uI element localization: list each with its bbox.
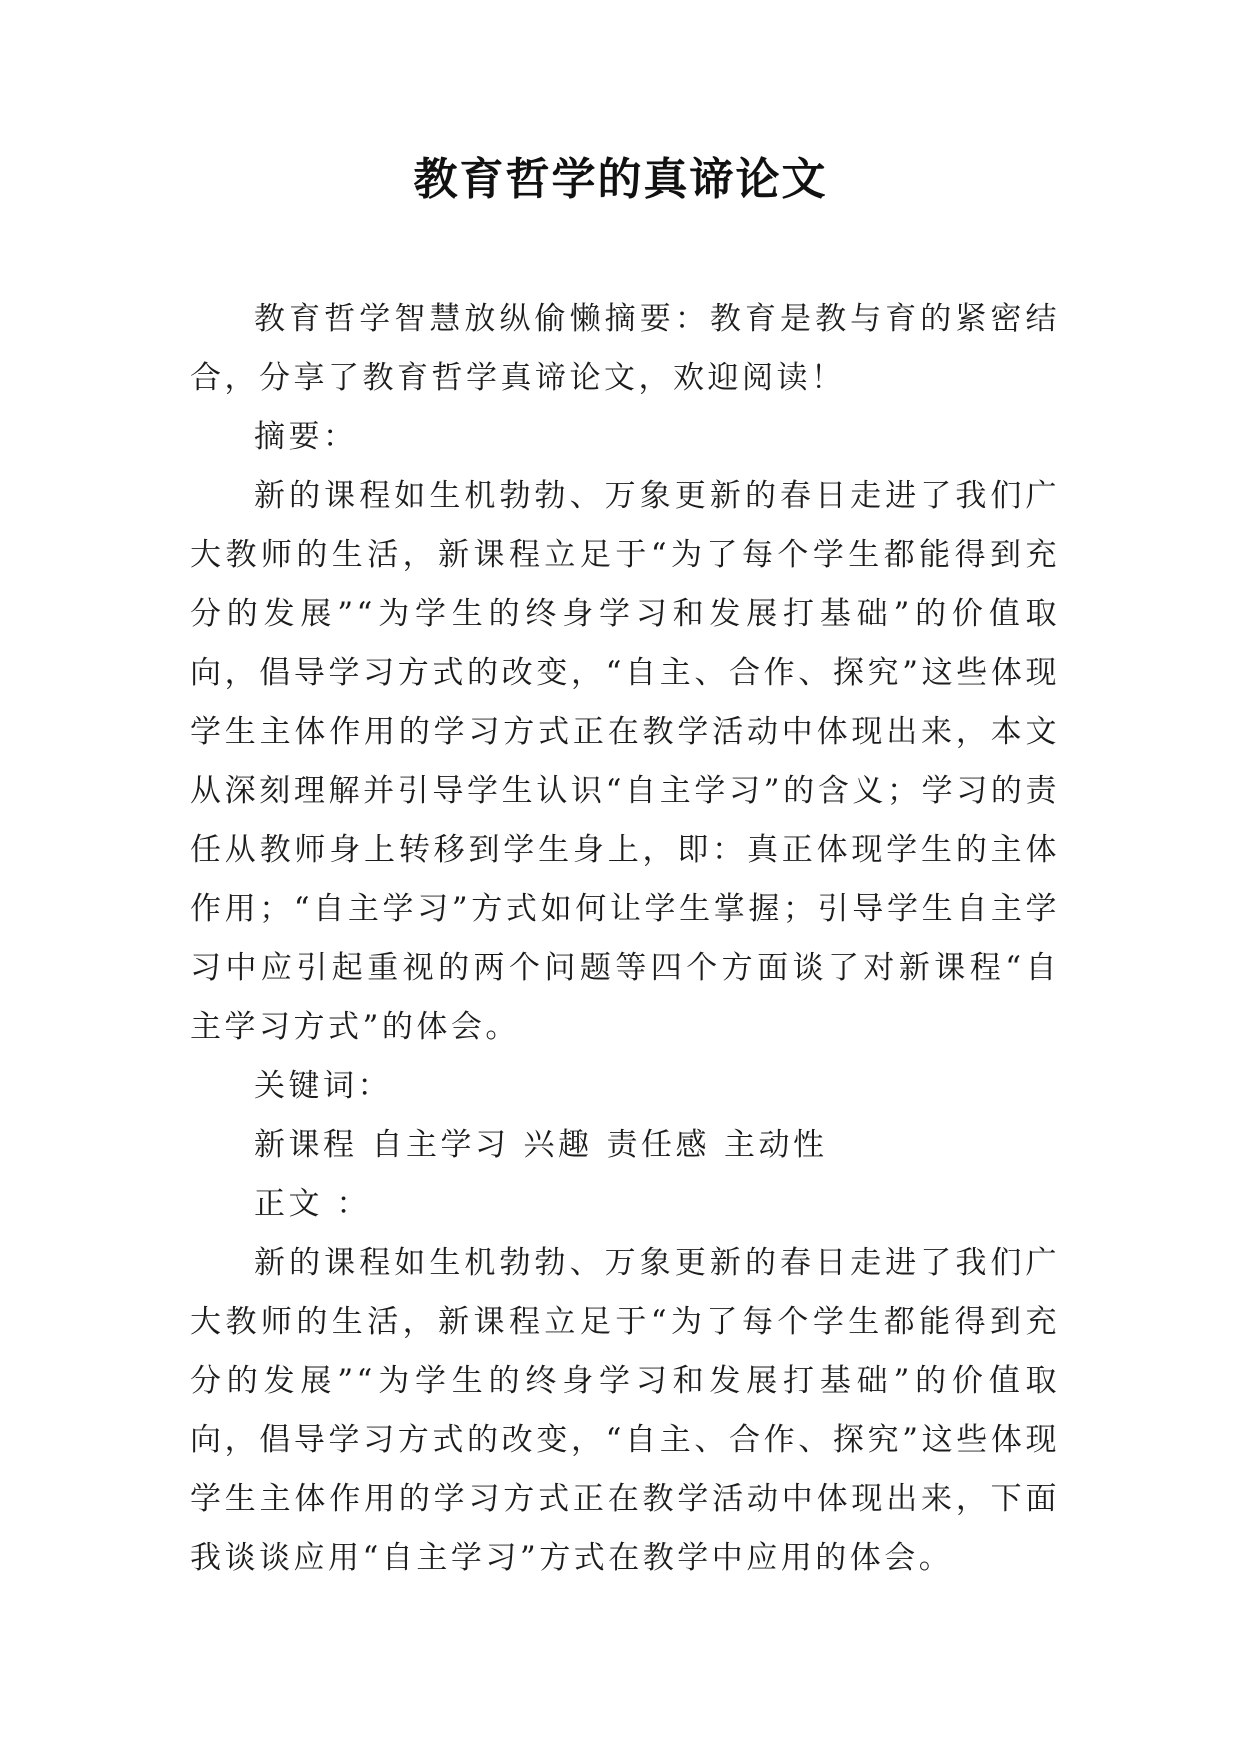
keyword-item: 自主学习 [371,1127,510,1163]
intro-paragraph: 教育哲学智慧放纵偷懒摘要：教育是教与育的紧密结合，分享了教育哲学真谛论文，欢迎阅读！ [190,301,1060,396]
keywords-list [190,1116,1060,1175]
document-body [190,290,1060,1588]
body-label: 正文 ： [254,1186,371,1222]
keyword-item: 兴趣 [523,1127,593,1163]
abstract-paragraph: 新的课程如生机勃勃、万象更新的春日走进了我们广大教师的生活，新课程立足于“为了每个学生都能得到充分的发展”“为学生的终身学习和发展打基础”的价值取向，倡导学习方式的改变，“自主、合作、探究”这些体现学生主体作用的学习方式正在教学活动中体现出来，本文从深刻理解并引导学生认识“自主学习”的含义；学习的责任从教师身上转移到学生身上，即：真正体现学生的主体作用；“自主学习”方式如何让学生掌握；引导学生自主学习中应引起重视的两个问题等四个方面谈了对新课程“自主学习方式”的体会。 [190,478,1060,1045]
keyword-item: 责任感 [606,1127,710,1163]
document-title: 教育哲学的真谛论文 [413,154,828,205]
keywords-label: 关键词： [254,1068,392,1104]
body-paragraph: 新的课程如生机勃勃、万象更新的春日走进了我们广大教师的生活，新课程立足于“为了每个学生都能得到充分的发展”“为学生的终身学习和发展打基础”的价值取向，倡导学习方式的改变，“自主、合作、探究”这些体现学生主体作用的学习方式正在教学活动中体现出来，下面我谈谈应用“自主学习”方式在教学中应用的体会。 [190,1245,1060,1576]
keyword-item: 主动性 [724,1127,828,1163]
keyword-item: 新课程 [254,1127,358,1163]
abstract-label: 摘要： [254,419,358,455]
